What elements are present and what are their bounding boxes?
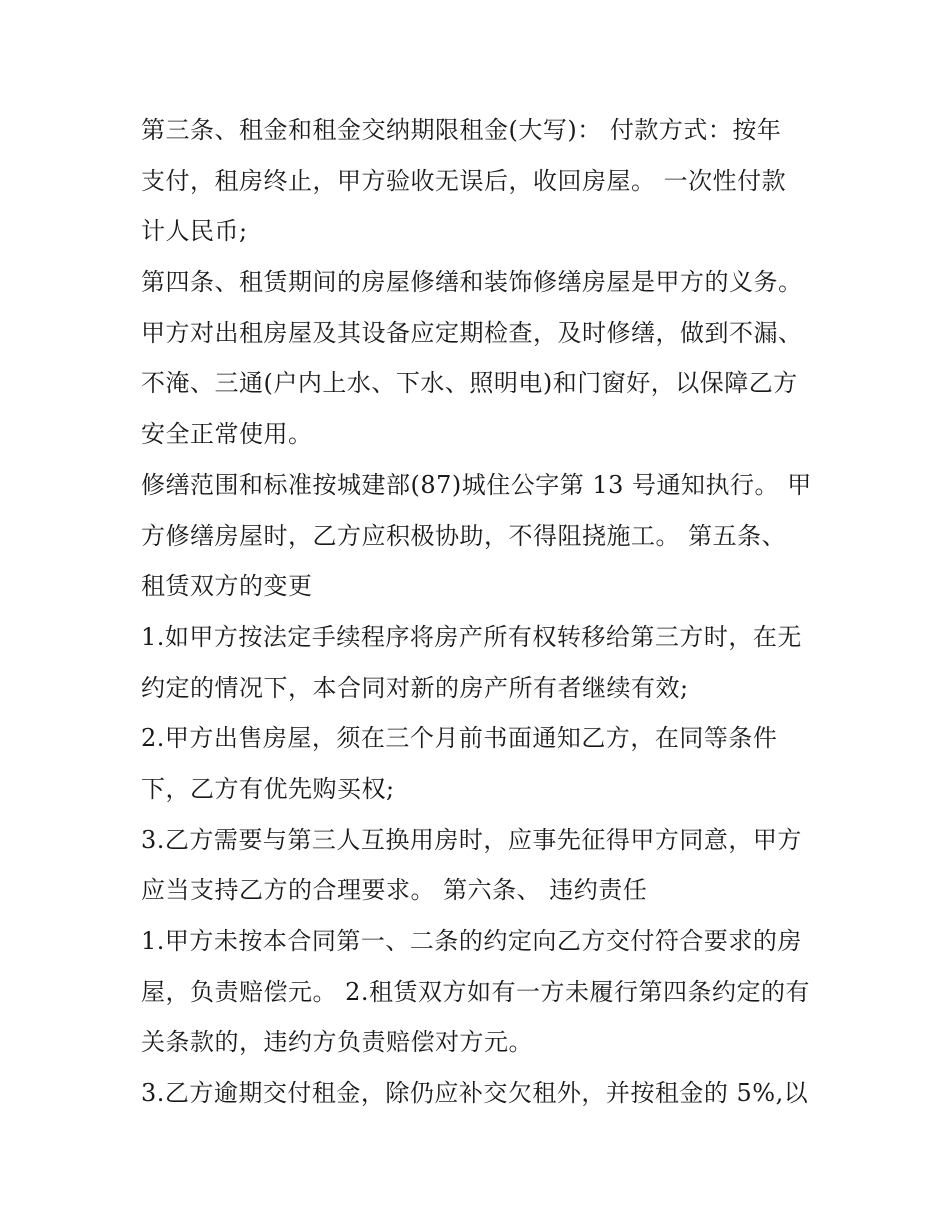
text-line: 3.乙方逾期交付租金，除仍应补交欠租外，并按租金的 5%,以 [141,1079,809,1108]
text-line: 1.甲方未按本合同第一、二条的约定向乙方交付符合要求的房 [141,927,802,955]
text-line: 计人民币; [141,217,248,246]
text-line: 不淹、三通(户内上水、下水、照明电)和门窗好，以保障乙方 [141,369,798,398]
text-line: 安全正常使用。 [141,420,313,449]
text-line: 支付，租房终止，甲方验收无误后，收回房屋。 一次性付款 [141,166,787,195]
text-line: 第四条、租赁期间的房屋修缮和装饰修缮房屋是甲方的义务。 [141,268,803,297]
text-line: 3.乙方需要与第三人互换用房时，应事先征得甲方同意，甲方 [141,825,802,854]
text-line: 1.如甲方按法定手续程序将房产所有权转移给第三方时，在无 [141,622,802,651]
text-line: 应当支持乙方的合理要求。 第六条、 违约责任 [141,876,648,905]
text-line: 方修缮房屋时，乙方应积极协助，不得阻挠施工。 第五条、 [141,521,787,550]
contract-text [141,105,821,1119]
text-line: 修缮范围和标准按城建部(87)城住公字第 13 号通知执行。 甲 [141,470,812,499]
text-line: 租赁双方的变更 [141,572,313,601]
text-line: 第三条、租金和租金交纳期限租金(大写)： 付款方式：按年 [141,116,782,144]
text-line: 约定的情况下，本合同对新的房产所有者继续有效; [141,673,689,702]
text-line: 下，乙方有优先购买权; [141,774,395,803]
text-line: 屋，负责赔偿元。 2.租赁双方如有一方未履行第四条约定的有 [141,977,811,1006]
text-line: 2.甲方出售房屋，须在三个月前书面通知乙方，在同等条件 [141,724,778,753]
text-line: 甲方对出租房屋及其设备应定期检查，及时修缮，做到不漏、 [141,318,803,347]
text-line: 关条款的，违约方负责赔偿对方元。 [141,1028,533,1057]
